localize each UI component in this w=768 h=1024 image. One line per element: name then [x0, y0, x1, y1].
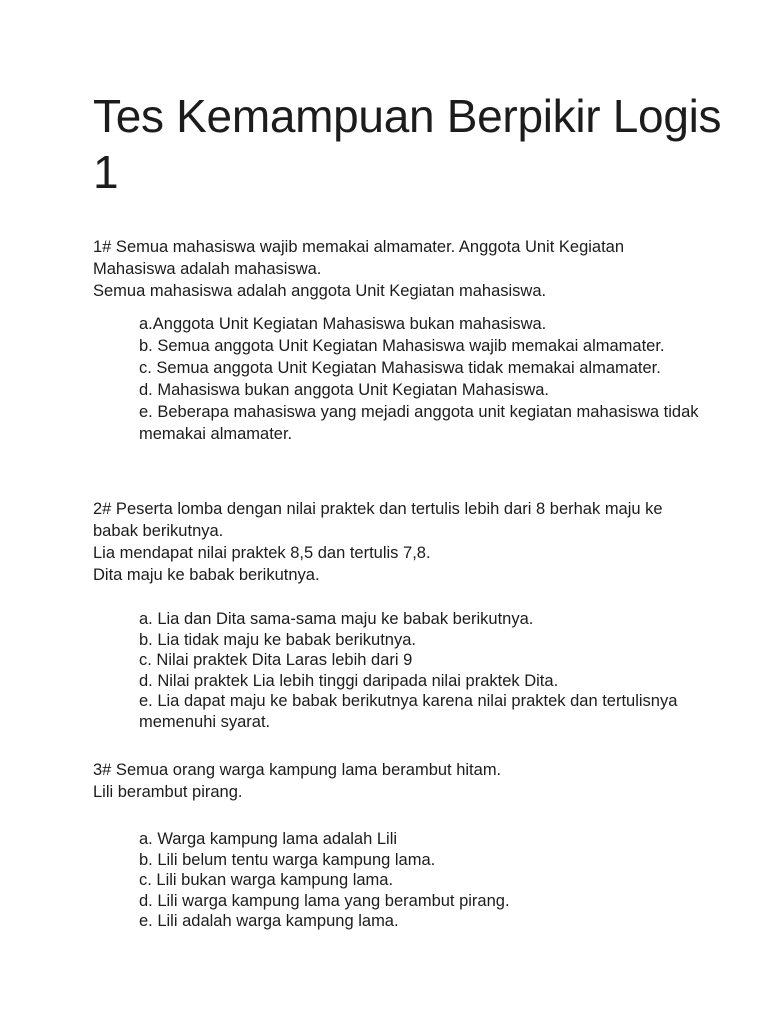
question-3-options [139, 829, 699, 932]
question-3-stem-line: Lili berambut pirang. [93, 783, 243, 801]
question-1-option-c: c. Semua anggota Unit Kegiatan Mahasiswa tidak memakai almamater. [139, 359, 661, 377]
document-title: Tes Kemampuan Berpikir Logis 1 [93, 90, 722, 198]
question-3-option-e: e. Lili adalah warga kampung lama. [139, 912, 399, 930]
question-2-stem [93, 498, 693, 586]
question-1-stem-line: 1# Semua mahasiswa wajib memakai almamater. Anggota Unit Kegiatan Mahasiswa adalah mahasiswa. [93, 238, 625, 278]
question-2-option-e: e. Lia dapat maju ke babak berikutnya karena nilai praktek dan tertulisnya memenuhi syarat. [139, 692, 678, 731]
question-1-option-d: d. Mahasiswa bukan anggota Unit Kegiatan Mahasiswa. [139, 381, 549, 399]
question-2-option-d: d. Nilai praktek Lia lebih tinggi daripada nilai praktek Dita. [139, 671, 559, 690]
question-2-option-b: b. Lia tidak maju ke babak berikutnya. [139, 630, 416, 649]
question-2-stem-line: Lia mendapat nilai praktek 8,5 dan tertulis 7,8. [93, 544, 431, 562]
question-3-stem-line: 3# Semua orang warga kampung lama berambut hitam. [93, 761, 502, 779]
question-3-option-a: a. Warga kampung lama adalah Lili [139, 830, 398, 848]
question-3-stem [93, 759, 693, 803]
question-1-option-b: b. Semua anggota Unit Kegiatan Mahasiswa wajib memakai almamater. [139, 337, 665, 355]
question-2-option-a: a. Lia dan Dita sama-sama maju ke babak berikutnya. [139, 610, 534, 628]
question-2-stem-line: Dita maju ke babak berikutnya. [93, 566, 320, 584]
question-1-option-e: e. Beberapa mahasiswa yang mejadi anggota unit kegiatan mahasiswa tidak memakai almamater. [139, 403, 699, 443]
question-1-stem [93, 236, 693, 302]
question-2-stem-line: 2# Peserta lomba dengan nilai praktek dan tertulis lebih dari 8 berhak maju ke babak berikutnya. [93, 500, 663, 540]
question-3-option-b: b. Lili belum tentu warga kampung lama. [139, 850, 436, 869]
question-1-stem-line: Semua mahasiswa adalah anggota Unit Kegiatan mahasiswa. [93, 282, 547, 300]
question-3-option-d: d. Lili warga kampung lama yang berambut pirang. [139, 891, 510, 910]
question-1-option-a: a.Anggota Unit Kegiatan Mahasiswa bukan mahasiswa. [139, 315, 547, 333]
question-1-options [139, 313, 699, 445]
question-2-option-c: c. Nilai praktek Dita Laras lebih dari 9 [139, 651, 413, 669]
question-2-options [139, 609, 699, 732]
question-3-option-c: c. Lili bukan warga kampung lama. [139, 871, 394, 889]
